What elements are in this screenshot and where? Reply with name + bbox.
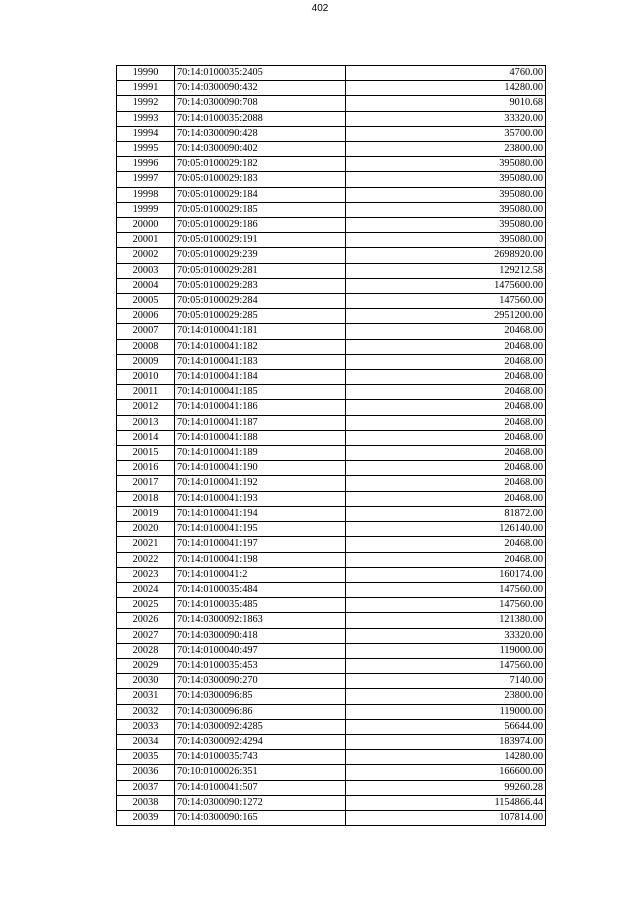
cadastral-number-cell: 70:14:0100041:197 — [175, 537, 346, 552]
value-cell: 121380.00 — [346, 613, 546, 628]
table-row — [117, 506, 546, 521]
cadastral-number-cell: 70:14:0100041:189 — [175, 446, 346, 461]
cadastral-number-cell: 70:05:0100029:281 — [175, 263, 346, 278]
row-number-cell: 20006 — [117, 309, 175, 324]
cadastral-number-cell: 70:14:0300092:4294 — [175, 734, 346, 749]
table-row — [117, 674, 546, 689]
row-number-cell: 19993 — [117, 111, 175, 126]
value-cell: 1154866.44 — [346, 795, 546, 810]
cadastral-number-cell: 70:14:0100035:485 — [175, 598, 346, 613]
table-row — [117, 689, 546, 704]
value-cell: 81872.00 — [346, 506, 546, 521]
row-number-cell: 19999 — [117, 202, 175, 217]
cadastral-number-cell: 70:14:0100035:453 — [175, 658, 346, 673]
row-number-cell: 19998 — [117, 187, 175, 202]
table-row — [117, 613, 546, 628]
cadastral-number-cell: 70:14:0300090:402 — [175, 142, 346, 157]
page-number: 402 — [311, 3, 329, 14]
cadastral-number-cell: 70:14:0100035:2088 — [175, 111, 346, 126]
cadastral-number-cell: 70:14:0100040:497 — [175, 643, 346, 658]
table-row — [117, 263, 546, 278]
table-body — [117, 66, 546, 826]
table-row — [117, 415, 546, 430]
table-row — [117, 795, 546, 810]
value-cell: 20468.00 — [346, 491, 546, 506]
table-row — [117, 81, 546, 96]
value-cell: 395080.00 — [346, 202, 546, 217]
value-cell: 395080.00 — [346, 157, 546, 172]
row-number-cell: 20026 — [117, 613, 175, 628]
value-cell: 129212.58 — [346, 263, 546, 278]
value-cell: 23800.00 — [346, 142, 546, 157]
table-row — [117, 248, 546, 263]
table-row — [117, 172, 546, 187]
cadastral-value-table — [116, 65, 546, 826]
table-row — [117, 354, 546, 369]
value-cell: 33320.00 — [346, 628, 546, 643]
table-row — [117, 750, 546, 765]
row-number-cell: 20013 — [117, 415, 175, 430]
cadastral-number-cell: 70:14:0300090:428 — [175, 126, 346, 141]
table-row — [117, 765, 546, 780]
value-cell: 166600.00 — [346, 765, 546, 780]
cadastral-number-cell: 70:14:0100041:192 — [175, 476, 346, 491]
cadastral-number-cell: 70:14:0100041:186 — [175, 400, 346, 415]
row-number-cell: 20001 — [117, 233, 175, 248]
row-number-cell: 20036 — [117, 765, 175, 780]
cadastral-number-cell: 70:14:0300090:432 — [175, 81, 346, 96]
row-number-cell: 20005 — [117, 294, 175, 309]
value-cell: 395080.00 — [346, 218, 546, 233]
cadastral-number-cell: 70:05:0100029:239 — [175, 248, 346, 263]
row-number-cell: 19990 — [117, 66, 175, 81]
table-row — [117, 810, 546, 825]
table-row — [117, 385, 546, 400]
value-cell: 119000.00 — [346, 704, 546, 719]
table-row — [117, 476, 546, 491]
row-number-cell: 20031 — [117, 689, 175, 704]
row-number-cell: 20010 — [117, 370, 175, 385]
row-number-cell: 20035 — [117, 750, 175, 765]
cadastral-number-cell: 70:14:0300096:85 — [175, 689, 346, 704]
cadastral-number-cell: 70:14:0100041:2 — [175, 567, 346, 582]
value-cell: 183974.00 — [346, 734, 546, 749]
table-row — [117, 461, 546, 476]
value-cell: 147560.00 — [346, 598, 546, 613]
row-number-cell: 20022 — [117, 552, 175, 567]
table-row — [117, 537, 546, 552]
value-cell: 147560.00 — [346, 294, 546, 309]
cadastral-number-cell: 70:10:0100026:351 — [175, 765, 346, 780]
row-number-cell: 19991 — [117, 81, 175, 96]
row-number-cell: 20009 — [117, 354, 175, 369]
value-cell: 2951200.00 — [346, 309, 546, 324]
value-cell: 20468.00 — [346, 552, 546, 567]
cadastral-number-cell: 70:14:0100041:507 — [175, 780, 346, 795]
table-row — [117, 400, 546, 415]
value-cell: 20468.00 — [346, 400, 546, 415]
value-cell: 395080.00 — [346, 233, 546, 248]
table-row — [117, 142, 546, 157]
cadastral-number-cell: 70:05:0100029:284 — [175, 294, 346, 309]
value-cell: 395080.00 — [346, 172, 546, 187]
table-row — [117, 658, 546, 673]
cadastral-number-cell: 70:14:0100041:198 — [175, 552, 346, 567]
cadastral-number-cell: 70:14:0300090:708 — [175, 96, 346, 111]
table-row — [117, 780, 546, 795]
table-row — [117, 430, 546, 445]
table-row — [117, 126, 546, 141]
table-row — [117, 552, 546, 567]
cadastral-number-cell: 70:14:0100041:182 — [175, 339, 346, 354]
value-cell: 2698920.00 — [346, 248, 546, 263]
row-number-cell: 20015 — [117, 446, 175, 461]
row-number-cell: 19994 — [117, 126, 175, 141]
cadastral-number-cell: 70:14:0100041:181 — [175, 324, 346, 339]
value-cell: 56644.00 — [346, 719, 546, 734]
table-row — [117, 582, 546, 597]
table-row — [117, 522, 546, 537]
value-cell: 20468.00 — [346, 461, 546, 476]
value-cell: 35700.00 — [346, 126, 546, 141]
row-number-cell: 20039 — [117, 810, 175, 825]
cadastral-number-cell: 70:14:0300096:86 — [175, 704, 346, 719]
value-cell: 20468.00 — [346, 446, 546, 461]
row-number-cell: 20027 — [117, 628, 175, 643]
row-number-cell: 20014 — [117, 430, 175, 445]
value-cell: 20468.00 — [346, 430, 546, 445]
row-number-cell: 19996 — [117, 157, 175, 172]
row-number-cell: 20023 — [117, 567, 175, 582]
row-number-cell: 19997 — [117, 172, 175, 187]
row-number-cell: 20033 — [117, 719, 175, 734]
row-number-cell: 20008 — [117, 339, 175, 354]
value-cell: 23800.00 — [346, 689, 546, 704]
row-number-cell: 19995 — [117, 142, 175, 157]
value-cell: 107814.00 — [346, 810, 546, 825]
table-row — [117, 643, 546, 658]
value-cell: 20468.00 — [346, 385, 546, 400]
table-row — [117, 157, 546, 172]
table-row — [117, 294, 546, 309]
table-row — [117, 324, 546, 339]
cadastral-number-cell: 70:14:0100041:193 — [175, 491, 346, 506]
table-row — [117, 111, 546, 126]
row-number-cell: 20020 — [117, 522, 175, 537]
value-cell: 7140.00 — [346, 674, 546, 689]
table-row — [117, 233, 546, 248]
row-number-cell: 20030 — [117, 674, 175, 689]
value-cell: 160174.00 — [346, 567, 546, 582]
table-row — [117, 66, 546, 81]
value-cell: 33320.00 — [346, 111, 546, 126]
row-number-cell: 20011 — [117, 385, 175, 400]
row-number-cell: 20021 — [117, 537, 175, 552]
value-cell: 14280.00 — [346, 750, 546, 765]
row-number-cell: 20017 — [117, 476, 175, 491]
table-row — [117, 309, 546, 324]
row-number-cell: 20024 — [117, 582, 175, 597]
row-number-cell: 20018 — [117, 491, 175, 506]
row-number-cell: 20007 — [117, 324, 175, 339]
table-row — [117, 704, 546, 719]
value-cell: 147560.00 — [346, 582, 546, 597]
table-row — [117, 734, 546, 749]
table-row — [117, 187, 546, 202]
value-cell: 1475600.00 — [346, 278, 546, 293]
value-cell: 119000.00 — [346, 643, 546, 658]
value-cell: 14280.00 — [346, 81, 546, 96]
cadastral-number-cell: 70:14:0300092:4285 — [175, 719, 346, 734]
table-row — [117, 202, 546, 217]
value-cell: 395080.00 — [346, 187, 546, 202]
row-number-cell: 20000 — [117, 218, 175, 233]
cadastral-number-cell: 70:05:0100029:283 — [175, 278, 346, 293]
cadastral-number-cell: 70:14:0300090:165 — [175, 810, 346, 825]
table-row — [117, 370, 546, 385]
cadastral-number-cell: 70:05:0100029:191 — [175, 233, 346, 248]
cadastral-number-cell: 70:05:0100029:285 — [175, 309, 346, 324]
row-number-cell: 20004 — [117, 278, 175, 293]
cadastral-number-cell: 70:14:0100041:195 — [175, 522, 346, 537]
row-number-cell: 20019 — [117, 506, 175, 521]
row-number-cell: 20016 — [117, 461, 175, 476]
value-cell: 20468.00 — [346, 476, 546, 491]
cadastral-number-cell: 70:14:0300092:1863 — [175, 613, 346, 628]
value-cell: 20468.00 — [346, 370, 546, 385]
cadastral-number-cell: 70:14:0300090:270 — [175, 674, 346, 689]
cadastral-number-cell: 70:05:0100029:184 — [175, 187, 346, 202]
row-number-cell: 20029 — [117, 658, 175, 673]
value-cell: 20468.00 — [346, 339, 546, 354]
value-cell: 20468.00 — [346, 537, 546, 552]
row-number-cell: 20002 — [117, 248, 175, 263]
table-row — [117, 567, 546, 582]
table-row — [117, 628, 546, 643]
value-cell: 147560.00 — [346, 658, 546, 673]
cadastral-number-cell: 70:14:0100041:184 — [175, 370, 346, 385]
cadastral-number-cell: 70:14:0100041:194 — [175, 506, 346, 521]
cadastral-number-cell: 70:14:0100041:187 — [175, 415, 346, 430]
cadastral-number-cell: 70:14:0300090:1272 — [175, 795, 346, 810]
value-cell: 20468.00 — [346, 324, 546, 339]
table-row — [117, 278, 546, 293]
cadastral-number-cell: 70:05:0100029:182 — [175, 157, 346, 172]
table-row — [117, 719, 546, 734]
table-row — [117, 339, 546, 354]
row-number-cell: 20032 — [117, 704, 175, 719]
cadastral-number-cell: 70:14:0100041:190 — [175, 461, 346, 476]
value-cell: 9010.68 — [346, 96, 546, 111]
row-number-cell: 20028 — [117, 643, 175, 658]
cadastral-number-cell: 70:14:0100035:484 — [175, 582, 346, 597]
row-number-cell: 20034 — [117, 734, 175, 749]
table-row — [117, 598, 546, 613]
row-number-cell: 20012 — [117, 400, 175, 415]
cadastral-number-cell: 70:05:0100029:183 — [175, 172, 346, 187]
table-row — [117, 218, 546, 233]
value-cell: 4760.00 — [346, 66, 546, 81]
row-number-cell: 19992 — [117, 96, 175, 111]
value-cell: 20468.00 — [346, 354, 546, 369]
value-cell: 126140.00 — [346, 522, 546, 537]
cadastral-number-cell: 70:14:0100041:185 — [175, 385, 346, 400]
row-number-cell: 20037 — [117, 780, 175, 795]
row-number-cell: 20003 — [117, 263, 175, 278]
row-number-cell: 20038 — [117, 795, 175, 810]
cadastral-number-cell: 70:05:0100029:185 — [175, 202, 346, 217]
value-cell: 20468.00 — [346, 415, 546, 430]
cadastral-number-cell: 70:14:0300090:418 — [175, 628, 346, 643]
table-row — [117, 491, 546, 506]
table-row — [117, 446, 546, 461]
value-cell: 99260.28 — [346, 780, 546, 795]
cadastral-number-cell: 70:14:0100035:743 — [175, 750, 346, 765]
cadastral-number-cell: 70:14:0100041:188 — [175, 430, 346, 445]
row-number-cell: 20025 — [117, 598, 175, 613]
cadastral-number-cell: 70:14:0100041:183 — [175, 354, 346, 369]
cadastral-number-cell: 70:14:0100035:2405 — [175, 66, 346, 81]
cadastral-number-cell: 70:05:0100029:186 — [175, 218, 346, 233]
table-row — [117, 96, 546, 111]
